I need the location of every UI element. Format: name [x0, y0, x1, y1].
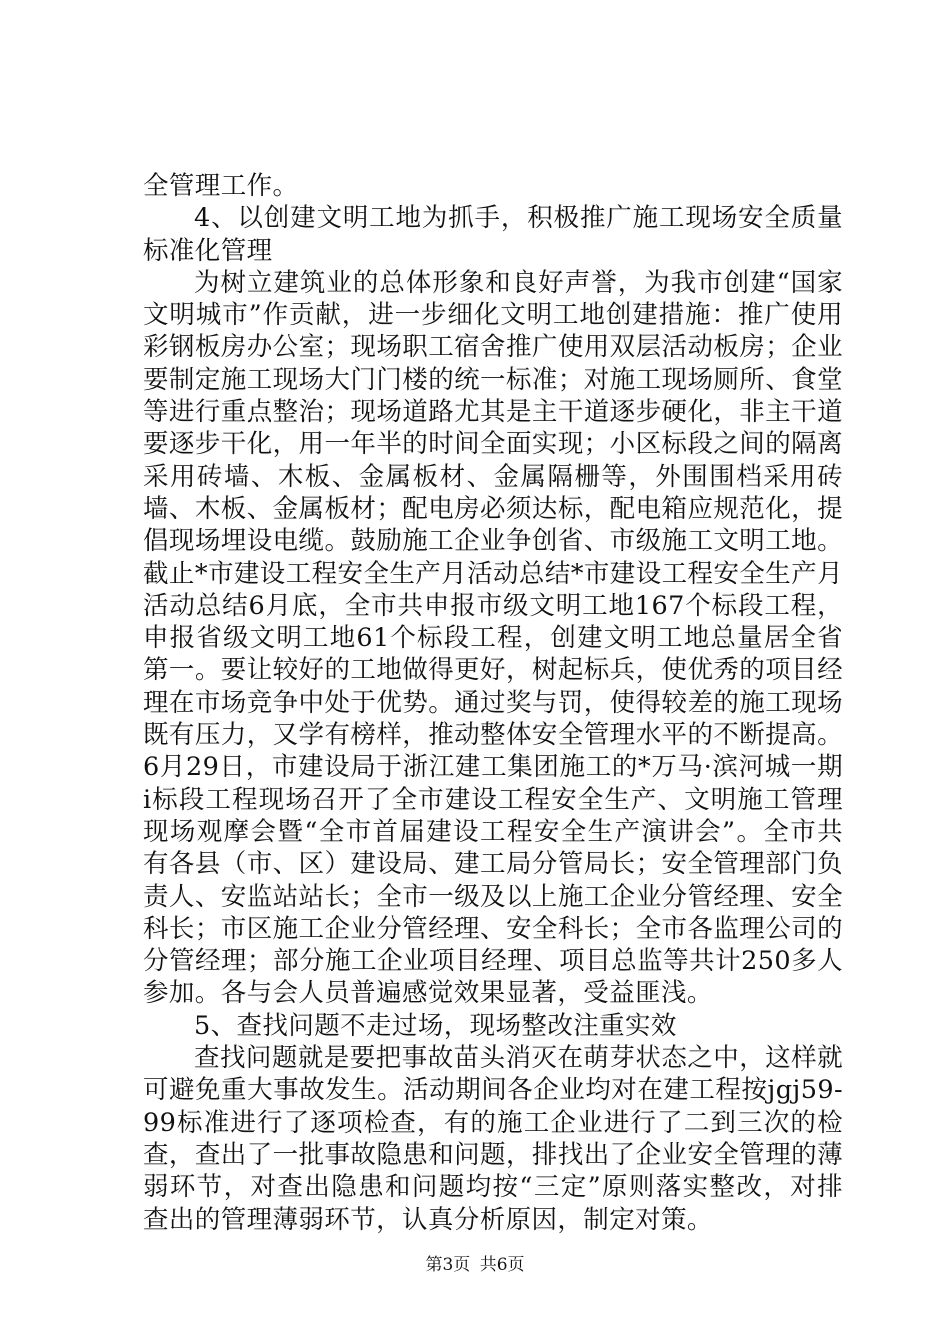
paragraph-continuation: 全管理工作。	[143, 171, 299, 201]
paragraph-civilized-site: 为树立建筑业的总体形象和良好声誉，为我市创建“国家文明城市”作贡献，进一步细化文明工地创建措施：推广使用彩钢板房办公室；现场职工宿舍推广使用双层活动板房；企业要制定施工现场大门门楼的统一标准；对施工现场厕所、食堂等进行重点整治；现场道路尤其是主干道逐步硬化，非主干道要逐步干化，用一年半的时间全面实现；小区标段之间的隔离采用砖墙、木板、金属板材、金属隔栅等，外围围档采用砖墙、木板、金属板材；配电房必须达标，配电箱应规范化，提倡现场埋设电缆。鼓励施工企业争创省、市级施工文明工地。截止*市建设工程安全生产月活动总结*市建设工程安全生产月活动总结6月底，全市共申报市级文明工地167个标段工程，申报省级文明工地61个标段工程，创建文明工地总量居全省第一。要让较好的工地做得更好，树起标兵，使优秀的项目经理在市场竞争中处于优势。通过奖与罚，使得较差的施工现场既有压力，又学有榜样，推动整体安全管理水平的不断提高。6月29日，市建设局于浙江建工集团施工的*万马·滨河城一期i标段工程现场召开了全市建设工程安全生产、文明施工管理现场观摩会暨“全市首届建设工程安全生产演讲会”。全市共有各县（市、区）建设局、建工局分管局长；安全管理部门负责人、安监站站长；全市一级及以上施工企业分管经理、安全科长；市区施工企业分管经理、安全科长；全市各监理公司的分管经理；部分施工企业项目经理、项目总监等共计250多人参加。各与会人员普遍感觉效果显著，受益匪浅。	[143, 267, 843, 1009]
section-heading-5: 5、查找问题不走过场，现场整改注重实效	[194, 1010, 677, 1041]
page-number-footer: 第3页 共6页	[425, 1255, 525, 1275]
paragraph-inspection: 查找问题就是要把事故苗头消灭在萌芽状态之中，这样就可避免重大事故发生。活动期间各企业均对在建工程按jgj59-99标准进行了逐项检查，有的施工企业进行了二到三次的检查，查出了一批事故隐患和问题，排找出了企业安全管理的薄弱环节，对查出隐患和问题均按“三定”原则落实整改，对排查出的管理薄弱环节，认真分析原因，制定对策。	[143, 1043, 843, 1235]
section-heading-4: 4、以创建文明工地为抓手，积极推广施工现场安全质量标准化管理	[143, 203, 843, 266]
document-body	[143, 170, 843, 1236]
